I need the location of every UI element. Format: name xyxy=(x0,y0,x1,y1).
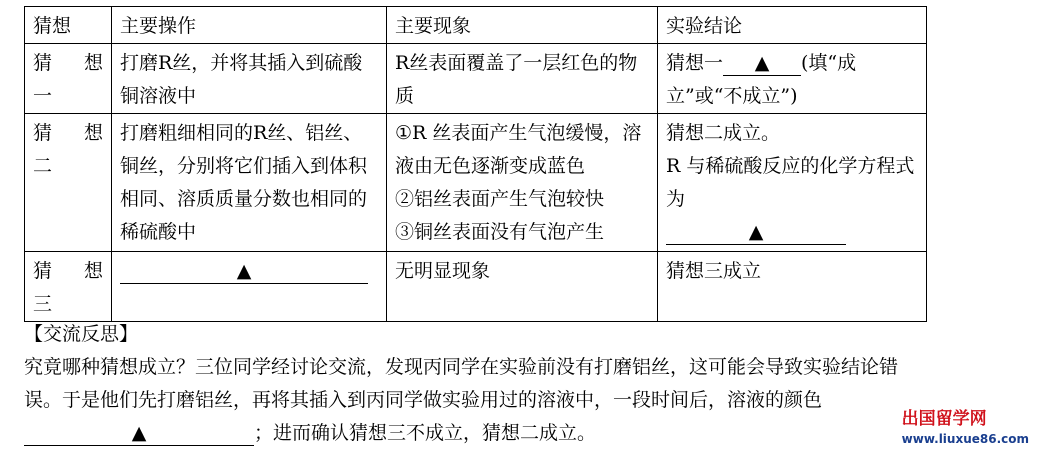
phenomena-cell: ①R 丝表面产生气泡缓慢，溶液由无色逐渐变成蓝色 ②铝丝表面产生气泡较快 ③铜丝表面没有气泡产生 xyxy=(387,114,658,252)
conclusion-cell: 猜想三成立 xyxy=(658,252,927,322)
guess-label: 猜 想 xyxy=(33,122,103,144)
phenomena-cell: R丝表面覆盖了一层红色的物质 xyxy=(387,44,658,114)
operation-cell: 打磨粗细相同的R丝、铝丝、铜丝，分别将它们插入到体积相同、溶质质量分数也相同的稀硫酸中 xyxy=(112,114,387,252)
table-row xyxy=(25,44,927,114)
guess-number: 三 xyxy=(33,293,53,315)
guess-number: 二 xyxy=(33,155,53,177)
answer-blank: ▲ xyxy=(723,51,801,76)
table-header-row xyxy=(25,7,927,44)
reflection-section xyxy=(24,318,924,450)
guess-cell xyxy=(25,44,112,114)
guess-cell xyxy=(25,114,112,252)
reflection-title: 【交流反思】 xyxy=(24,323,139,345)
guess-label: 猜 想 xyxy=(33,260,103,282)
header-conclusion: 实验结论 xyxy=(658,7,927,44)
operation-cell xyxy=(112,252,387,322)
guess-number: 一 xyxy=(33,85,53,107)
phenomena-cell: 无明显现象 xyxy=(387,252,658,322)
header-guess: 猜想 xyxy=(25,7,112,44)
header-operation: 主要操作 xyxy=(112,7,387,44)
answer-blank: ▲ xyxy=(24,421,254,446)
guess-label: 猜 想 xyxy=(33,52,103,74)
guess-cell xyxy=(25,252,112,322)
answer-blank: ▲ xyxy=(120,259,368,284)
conclusion-cell: 猜想二成立。 R 与稀硫酸反应的化学方程式为 ▲ xyxy=(658,114,927,252)
experiment-table xyxy=(24,6,927,322)
header-phenomena: 主要现象 xyxy=(387,7,658,44)
answer-blank: ▲ xyxy=(666,220,846,245)
operation-cell: 打磨R丝，并将其插入到硫酸铜溶液中 xyxy=(112,44,387,114)
table-row xyxy=(25,114,927,252)
site-watermark: 出国留学网 www.liuxue86.com xyxy=(901,409,1029,446)
conclusion-cell: 猜想一 ▲ (填“成立”或“不成立”) xyxy=(658,44,927,114)
table-row xyxy=(25,252,927,322)
reflection-paragraph: 究竟哪种猜想成立？三位同学经讨论交流，发现丙同学在实验前没有打磨铝丝，这可能会导致实验结论错误。于是他们先打磨铝丝，再将其插入到丙同学做实验用过的溶液中，一段时间后，溶液的颜色▲ ；进而确认猜想三不成立，猜想二成立。 xyxy=(24,356,899,444)
